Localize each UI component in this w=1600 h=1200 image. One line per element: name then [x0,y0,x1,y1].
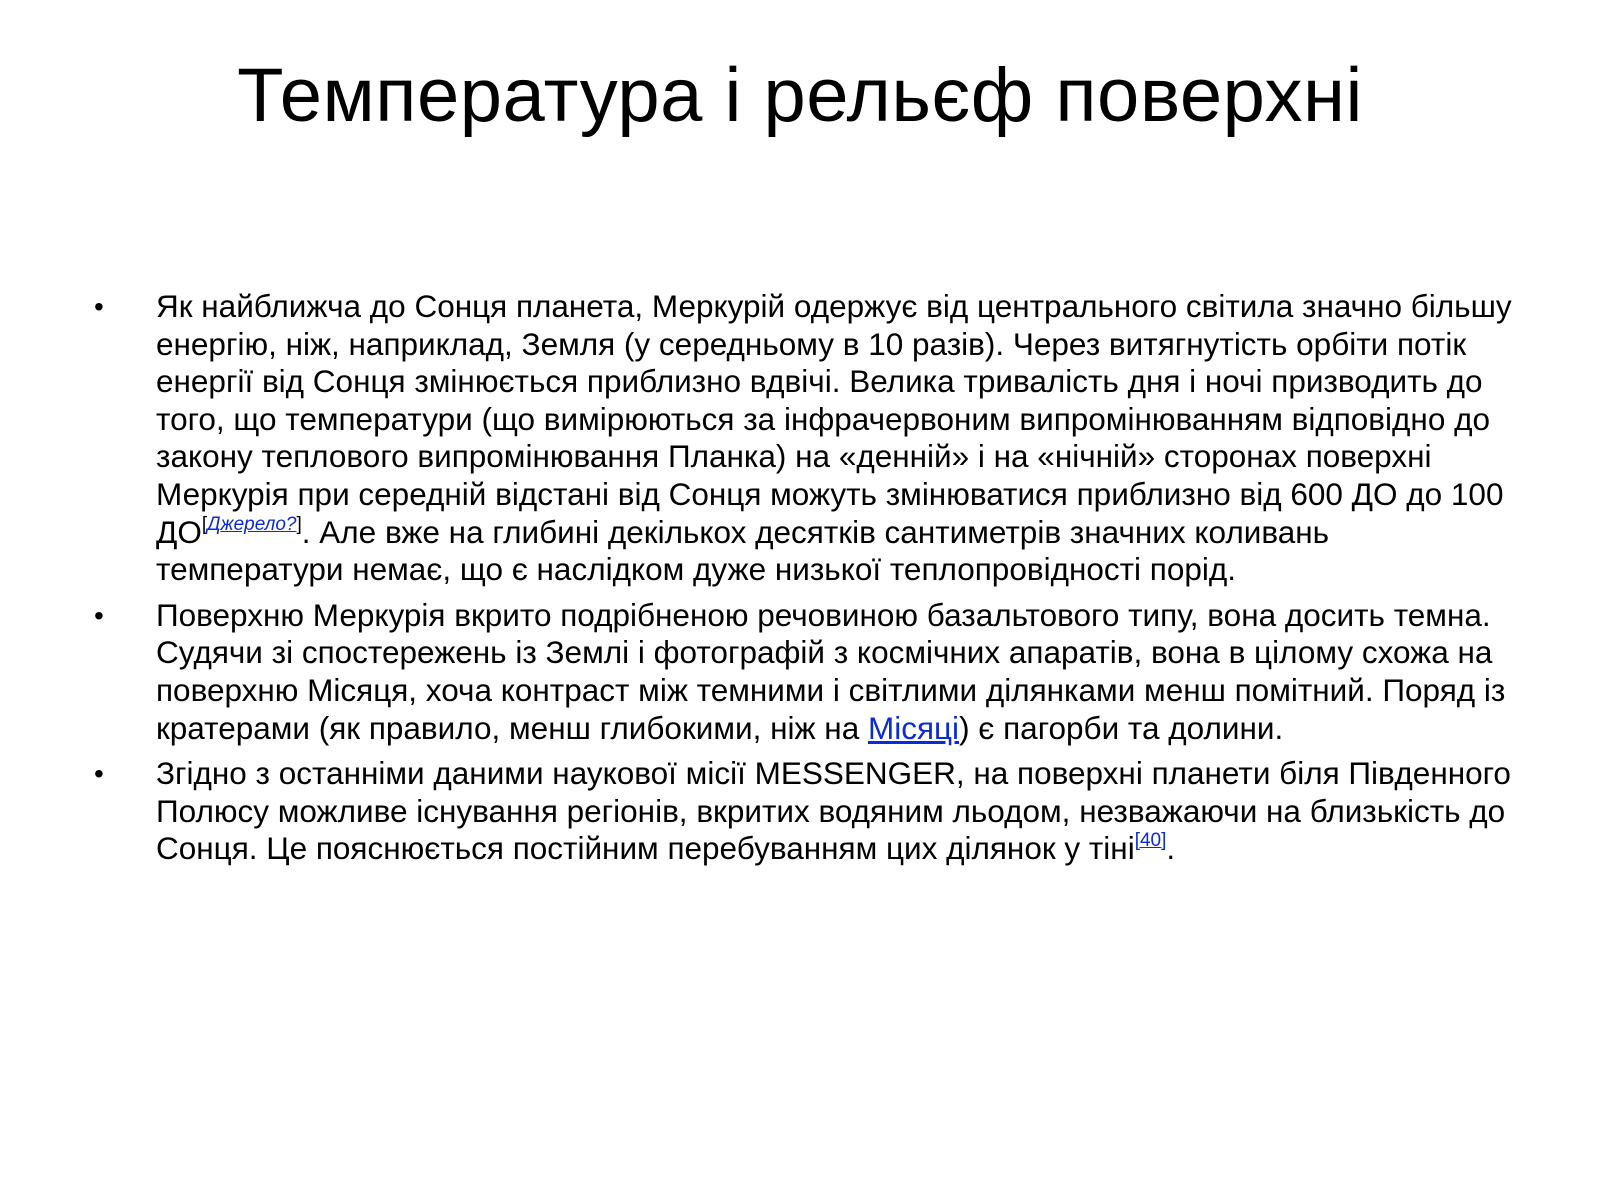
bullet-marker: • [94,758,104,790]
bullet-item-surface [94,597,1514,747]
bullet-list [94,288,1514,876]
bullet-text-part: Згідно з останніми даними наукової місії MESSENGER, на поверхні планети біля Південного Полюсу можливе існування регіонів, вкритих водяним льодом, незважаючи на близькість до Сонця. Це пояснюється постійним перебуванням цих ділянок у тіні [156,755,1511,867]
citation-needed-link[interactable]: Джерело? [207,513,297,535]
bullet-text-part: . Але вже на глибині декількох десятків сантиметрів значних коливань температури немає, що є наслідком дуже низької теплопровідності порід. [156,513,1330,588]
bullet-text-part: Як найближча до Сонця планета, Меркурій одержує від центрального світила значно більшу енергію, ніж, наприклад, Земля (у середньому в 10 разів). Через витягнутість орбіти потік енергії від Сонця змінюється приблизно вдвічі. Велика тривалість дня і ночі призводить до того, що температури (що вимірюються за інфрачервоним випромінюванням відповідно до закону теплового випромінювання Планка) на «денній» і на «нічній» сторонах поверхні Меркурія при середній відстані від Сонця можуть змінюватися приблизно від 600 ДО до 100 ДО [156,288,1512,550]
bullet-marker: • [94,291,104,322]
citation-bracket-open: [ [201,513,208,535]
bullet-text-part: . [1166,830,1176,867]
citation-needed [202,514,302,535]
moon-link[interactable]: Місяці [867,709,960,746]
bullet-text-part: Поверхню Меркурія вкрито подрібненою речовиною базальтового типу, вона досить темна. Судячи зі спостережень із Землі і фотографій з космічних апаратів, вона в цілому схожа на поверхню Місяця, хоча контраст між темними і світлими ділянками менш помітний. Поряд із кратерами (як правило, менш глибокими, ніж на [156,596,1506,746]
bullet-item-ice [94,755,1514,868]
bullet-text [156,597,1505,746]
bullet-text-part: ) є пагорби та долини. [959,709,1284,746]
bullet-text [156,755,1511,866]
bullet-text [156,288,1512,587]
slide-title: Температура і рельєф поверхні [237,53,1363,138]
citation-40-link[interactable]: [40] [1134,830,1167,852]
citation-40 [1135,830,1167,851]
citation-bracket-close: ] [296,513,302,535]
bullet-marker: • [94,599,104,631]
bullet-item-temperature [94,288,1514,589]
